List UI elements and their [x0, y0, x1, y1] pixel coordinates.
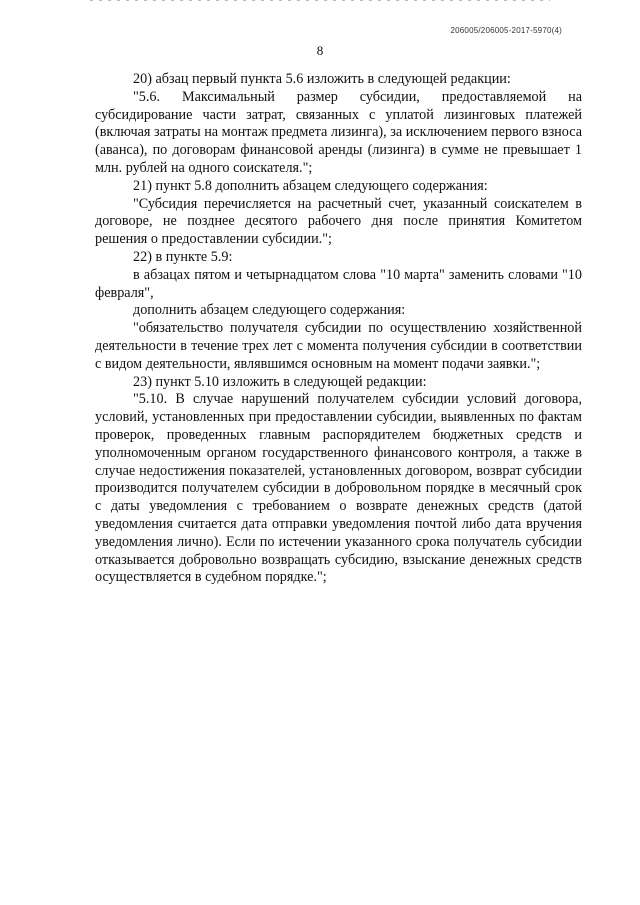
paragraph-item-23-heading: 23) пункт 5.10 изложить в следующей редакции:	[133, 373, 427, 390]
scan-edge-divider	[90, 0, 550, 1]
paragraph-date-replacement: в абзацах пятом и четырнадцатом слова "10 марта" заменить словами "10 февраля",	[95, 266, 582, 301]
paragraph-clause-5-6: "5.6. Максимальный размер субсидии, предоставляемой на субсидирование части затрат, связанных с уплатой лизинговых платежей (включая затраты на монтаж предмета лизинга), за исключением первого взноса (аванса), по договорам финансовой аренды (лизинга) в сумме не превышает 1 млн. рублей на одного соискателя.";	[95, 88, 582, 176]
paragraph-item-22-heading: 22) в пункте 5.9:	[133, 248, 233, 265]
paragraph-item-20-heading: 20) абзац первый пункта 5.6 изложить в следующей редакции:	[133, 71, 511, 87]
document-id: 206005/206005-2017-5970(4)	[450, 26, 562, 35]
page-number: 8	[316, 43, 324, 58]
paragraph-item-21-heading: 21) пункт 5.8 дополнить абзацем следующего содержания:	[133, 177, 488, 194]
paragraph-obligation-text: "обязательство получателя субсидии по осуществлению хозяйственной деятельности в течение трех лет с момента получения субсидии в соответствии с видом деятельности, являвшимся основным на момент подачи заявки.";	[95, 320, 582, 372]
paragraph-clause-5-8-addition: "Субсидия перечисляется на расчетный счет, указанный соискателем в договоре, не позднее десятого рабочего дня после принятия Комитетом решения о предоставлении субсидии.";	[95, 195, 582, 248]
paragraph-addition-intro: дополнить абзацем следующего содержания:	[133, 302, 406, 319]
document-body	[95, 71, 582, 587]
paragraph-clause-5-10: "5.10. В случае нарушений получателем субсидии условий договора, условий, установленных при предоставлении субсидии, выявленных по фактам проверок, проведенных главным распорядителем бюджетных средств и уполномоченным органом государственного финансового контроля, а также в случае недостижения показателей, установленных договором, возврат субсидии производится получателем субсидии в добровольном порядке в месячный срок с даты уведомления с требованием о возврате денежных средств (датой уведомления считается дата отправки уведомления почтой либо дата вручения уведомления лично). Если по истечении указанного срока получатель субсидии отказывается добровольно возвращать субсидию, взыскание денежных средств осуществляется в судебном порядке.";	[95, 391, 582, 586]
